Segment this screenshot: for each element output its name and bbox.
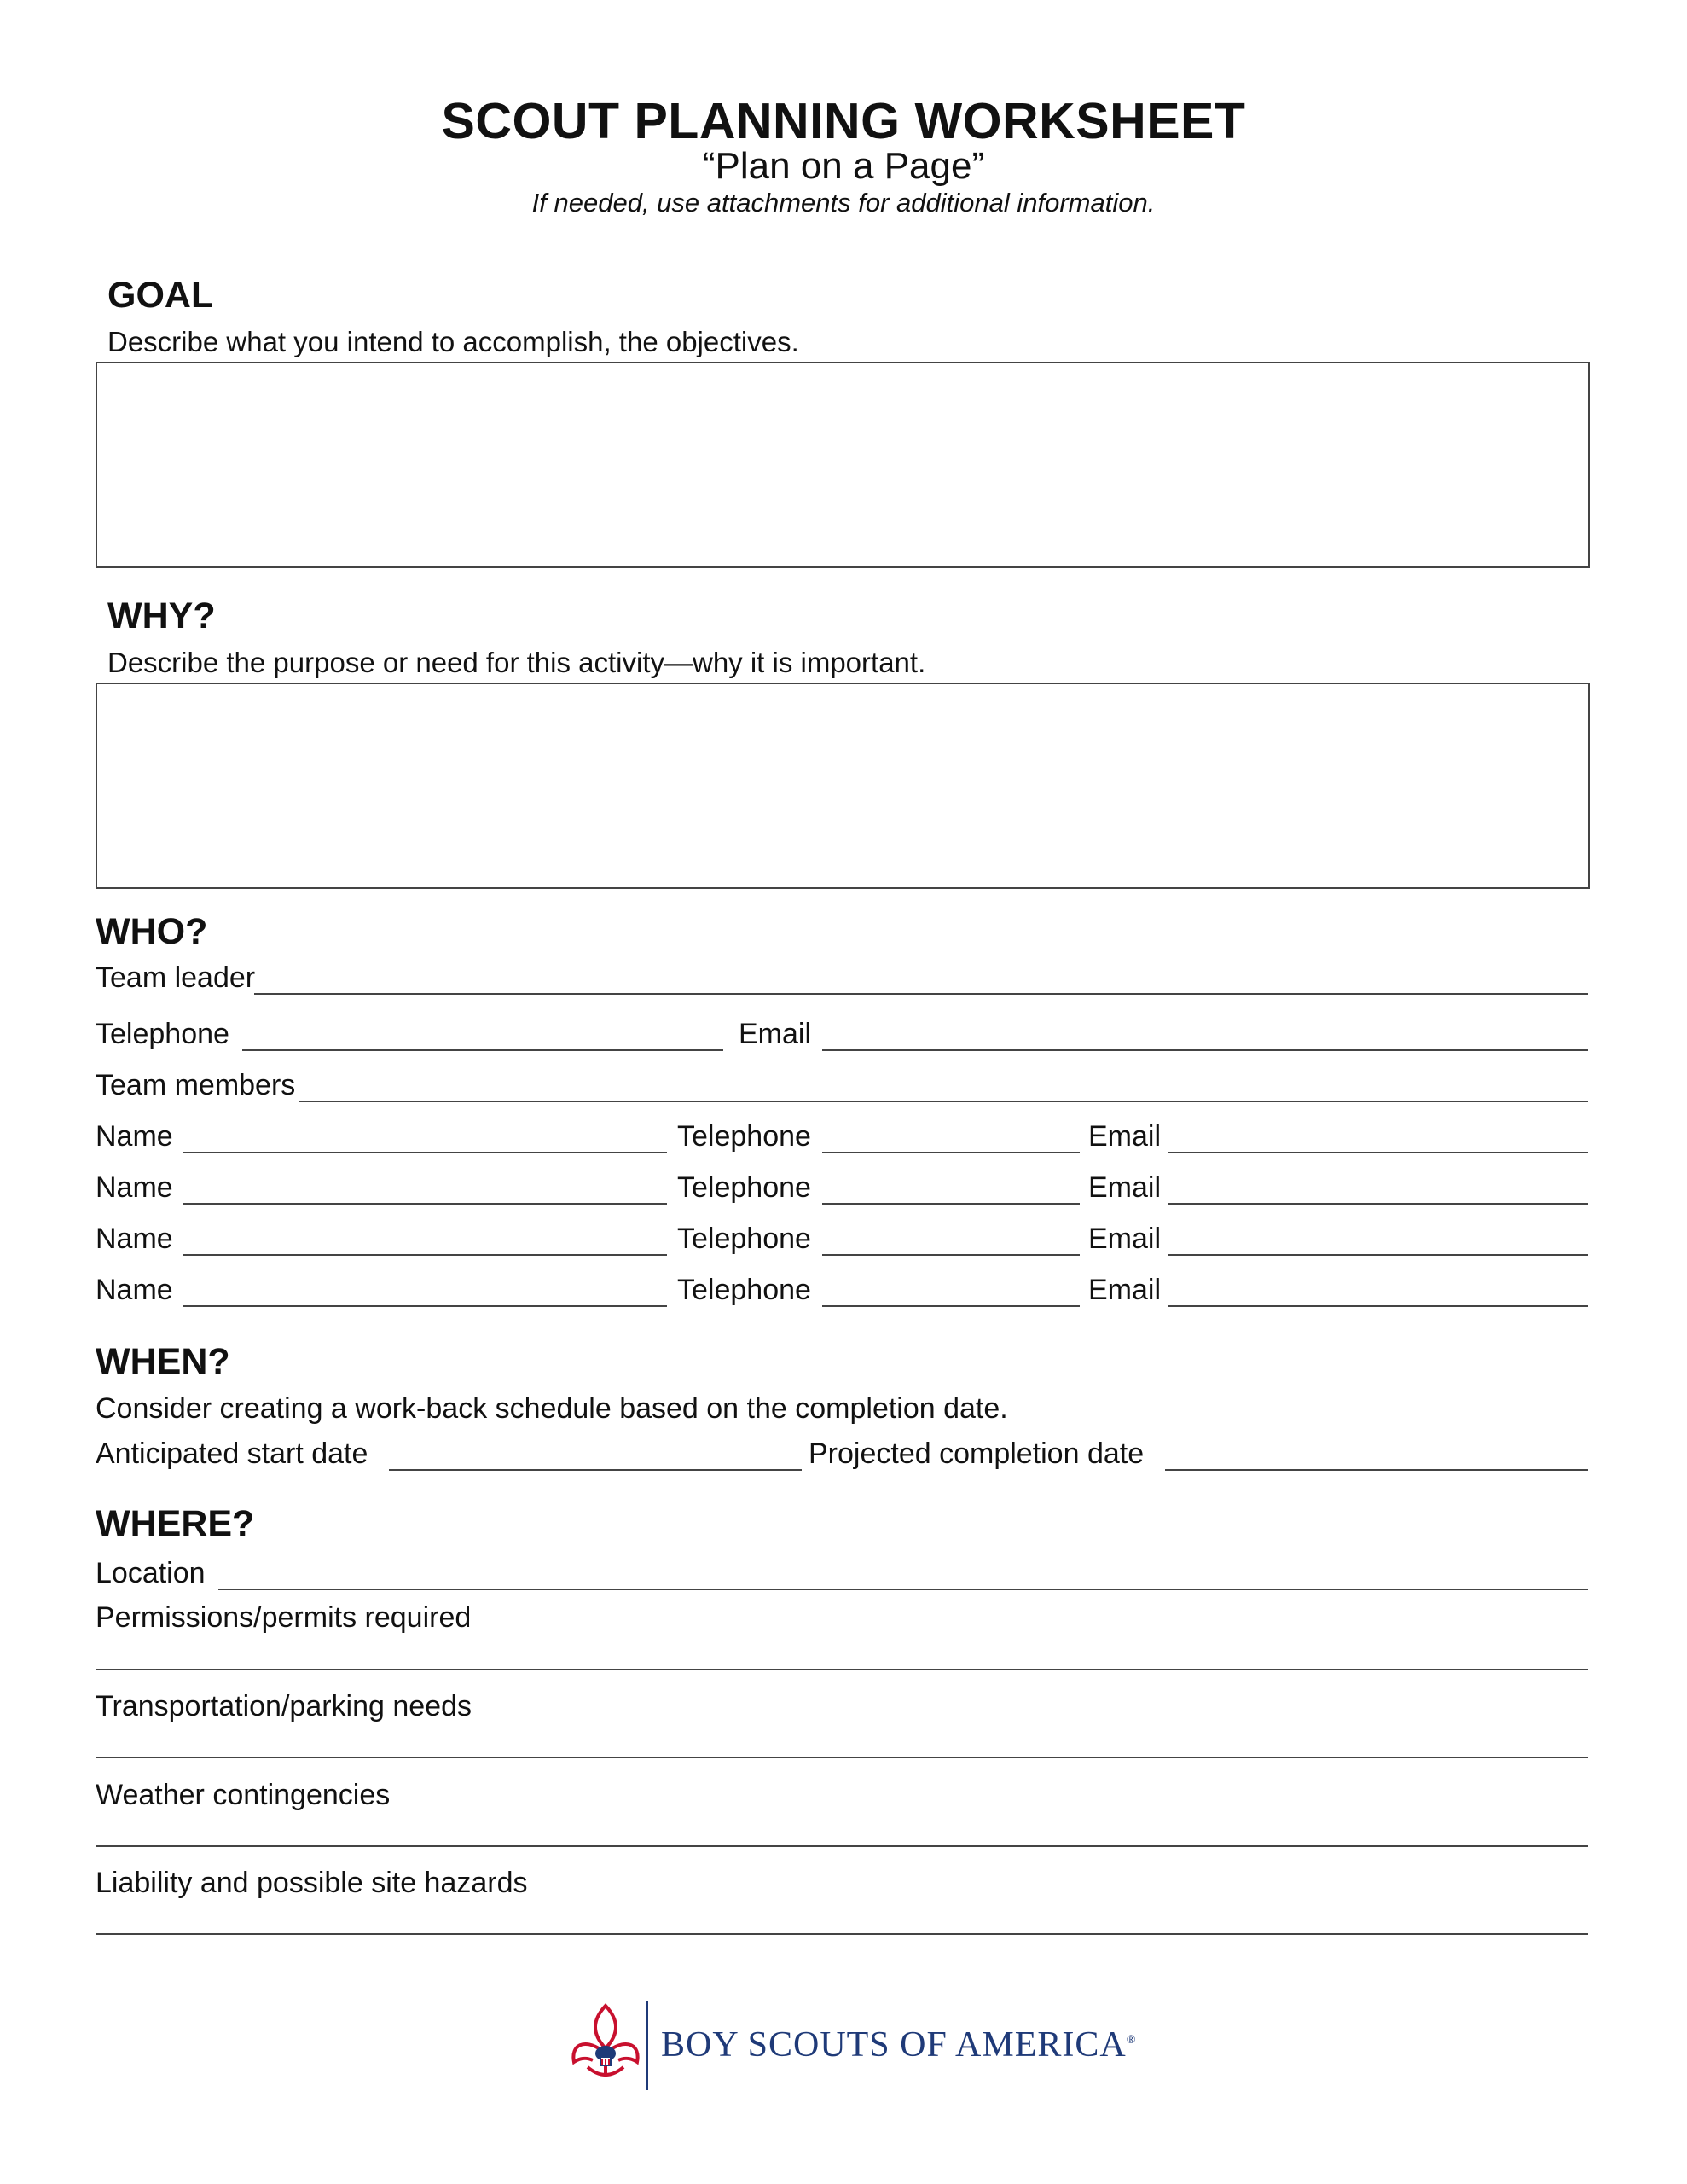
member-email-label: Email (1088, 1171, 1162, 1204)
member-telephone-label: Telephone (677, 1274, 811, 1306)
member-email-field[interactable] (1168, 1254, 1588, 1256)
leader-contact-row (96, 1015, 1588, 1053)
member-telephone-field[interactable] (822, 1305, 1080, 1307)
permits-row (96, 1599, 1588, 1636)
liability-field[interactable] (96, 1933, 1588, 1935)
member-row (96, 1220, 1588, 1258)
completion-date-field[interactable] (1165, 1469, 1588, 1471)
member-email-label: Email (1088, 1274, 1162, 1306)
team-leader-label: Team leader (96, 961, 256, 994)
when-description: Consider creating a work-back schedule based on the completion date. (96, 1392, 1008, 1425)
liability-label: Liability and possible site hazards (96, 1867, 528, 1899)
logo-divider (646, 2001, 648, 2090)
leader-telephone-label: Telephone (96, 1018, 229, 1050)
location-field[interactable] (218, 1589, 1588, 1590)
goal-description: Describe what you intend to accomplish, the objectives. (107, 326, 799, 357)
member-name-label: Name (96, 1223, 173, 1255)
page-subtitle: “Plan on a Page” (702, 145, 985, 187)
leader-email-label: Email (739, 1018, 812, 1050)
member-telephone-field[interactable] (822, 1152, 1080, 1153)
member-row (96, 1118, 1588, 1155)
page-title: SCOUT PLANNING WORKSHEET (441, 93, 1246, 149)
transportation-field[interactable] (96, 1757, 1588, 1758)
member-telephone-field[interactable] (822, 1203, 1080, 1205)
member-email-label: Email (1088, 1223, 1162, 1255)
leader-email-field[interactable] (822, 1049, 1588, 1051)
weather-row (96, 1776, 1588, 1814)
member-email-field[interactable] (1168, 1203, 1588, 1205)
bsa-logo (567, 2001, 1137, 2090)
weather-label: Weather contingencies (96, 1779, 391, 1811)
page-note: If needed, use attachments for additional information. (531, 188, 1156, 218)
member-telephone-field[interactable] (822, 1254, 1080, 1256)
team-leader-row (96, 959, 1588, 996)
member-email-field[interactable] (1168, 1305, 1588, 1307)
who-heading: WHO? (96, 911, 208, 952)
member-telephone-label: Telephone (677, 1120, 811, 1153)
member-telephone-label: Telephone (677, 1171, 811, 1204)
liability-row (96, 1864, 1588, 1902)
start-date-label: Anticipated start date (96, 1438, 368, 1470)
member-telephone-label: Telephone (677, 1223, 811, 1255)
member-row (96, 1169, 1588, 1206)
member-name-field[interactable] (183, 1203, 667, 1205)
dates-row (96, 1435, 1588, 1472)
location-row (96, 1554, 1588, 1592)
member-row (96, 1271, 1588, 1309)
goal-heading: GOAL (107, 275, 214, 316)
why-description: Describe the purpose or need for this activity—why it is important. (107, 647, 926, 678)
goal-textbox[interactable] (96, 362, 1590, 568)
where-heading: WHERE? (96, 1503, 255, 1544)
team-members-field[interactable] (299, 1101, 1588, 1102)
fleur-de-lis-icon (567, 2001, 644, 2090)
member-email-label: Email (1088, 1120, 1162, 1153)
org-name: BOY SCOUTS OF AMERICA® (661, 2025, 1137, 2065)
permits-label: Permissions/permits required (96, 1601, 472, 1634)
registered-mark: ® (1126, 2034, 1137, 2047)
when-heading: WHEN? (96, 1341, 230, 1382)
why-heading: WHY? (107, 595, 216, 636)
team-leader-field[interactable] (254, 993, 1588, 995)
member-name-label: Name (96, 1171, 173, 1204)
member-name-label: Name (96, 1120, 173, 1153)
member-name-field[interactable] (183, 1152, 667, 1153)
member-name-field[interactable] (183, 1254, 667, 1256)
team-members-row (96, 1066, 1588, 1104)
transportation-row (96, 1687, 1588, 1725)
start-date-field[interactable] (389, 1469, 802, 1471)
weather-field[interactable] (96, 1845, 1588, 1847)
team-members-label: Team members (96, 1069, 296, 1101)
member-name-field[interactable] (183, 1305, 667, 1307)
member-name-label: Name (96, 1274, 173, 1306)
transportation-label: Transportation/parking needs (96, 1690, 472, 1722)
completion-date-label: Projected completion date (809, 1438, 1145, 1470)
location-label: Location (96, 1557, 206, 1589)
permits-field[interactable] (96, 1669, 1588, 1670)
member-email-field[interactable] (1168, 1152, 1588, 1153)
leader-telephone-field[interactable] (242, 1049, 723, 1051)
why-textbox[interactable] (96, 682, 1590, 889)
